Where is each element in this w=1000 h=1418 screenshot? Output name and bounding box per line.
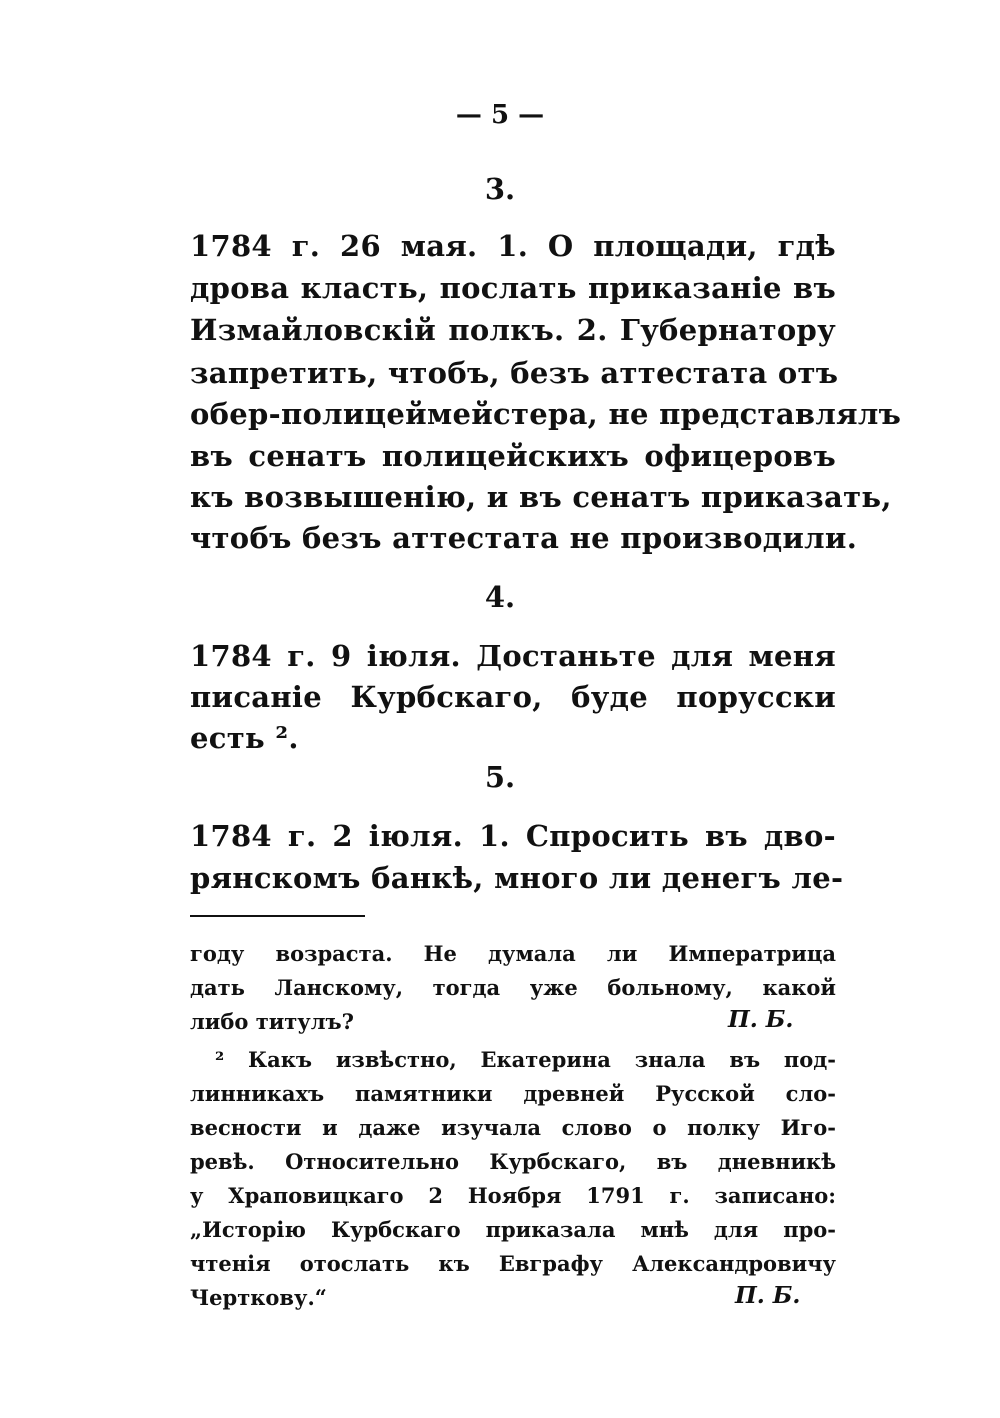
- text-line: Измайловскій полкъ. 2. Губернатору: [190, 313, 836, 347]
- text-line: есть ².: [190, 721, 299, 755]
- footnote-line: либо титулъ?: [190, 1009, 354, 1034]
- footnote-line: ревѣ. Относительно Курбскаго, въ дневникѣ: [190, 1149, 836, 1174]
- page-number: — 5 —: [455, 100, 545, 130]
- section-number-5: 5.: [484, 760, 516, 794]
- text-line: въ сенатъ полицейскихъ офицеровъ: [190, 439, 836, 473]
- text-line: писаніе Курбскаго, буде порусски: [190, 680, 836, 714]
- footnote-line: весности и даже изучала слово о полку Иго-: [190, 1115, 836, 1140]
- text-line: дрова класть, послать приказаніе въ: [190, 271, 836, 305]
- footnote-signature: П. Б.: [735, 1282, 801, 1309]
- text-line: рянскомъ банкѣ, много ли денегъ ле-: [190, 861, 844, 895]
- section-number-4: 4.: [484, 580, 516, 614]
- footnote-line: Черткову.“: [190, 1285, 327, 1310]
- footnote-line: „Исторію Курбскаго приказала мнѣ для про-: [190, 1217, 836, 1242]
- footnote-line: чтенія отослать къ Евграфу Александровичу: [190, 1251, 836, 1276]
- footnote-line: ² Какъ извѣстно, Екатерина знала въ под-: [215, 1047, 836, 1072]
- text-line: 1784 г. 26 мая. 1. О площади, гдѣ: [190, 229, 836, 263]
- footnote-line: дать Ланскому, тогда уже больному, какой: [190, 975, 836, 1000]
- footnote-signature: П. Б.: [728, 1006, 794, 1033]
- footnote-line: линникахъ памятники древней Русской сло-: [190, 1081, 836, 1106]
- footnote-divider: [190, 915, 365, 917]
- text-line: къ возвышенію, и въ сенатъ приказать,: [190, 480, 892, 514]
- text-line: запретить, чтобъ, безъ аттестата отъ: [190, 356, 839, 390]
- section-number-3: 3.: [484, 172, 516, 206]
- text-line: 1784 г. 9 іюля. Достаньте для меня: [190, 639, 836, 673]
- footnote-line: году возраста. Не думала ли Императрица: [190, 941, 836, 966]
- text-line: чтобъ безъ аттестата не производили.: [190, 521, 858, 555]
- text-line: 1784 г. 2 іюля. 1. Спросить въ дво-: [190, 819, 836, 853]
- footnote-line: у Храповицкаго 2 Ноября 1791 г. записано:: [190, 1183, 836, 1208]
- text-line: обер-полицеймейстера, не представлялъ: [190, 397, 902, 431]
